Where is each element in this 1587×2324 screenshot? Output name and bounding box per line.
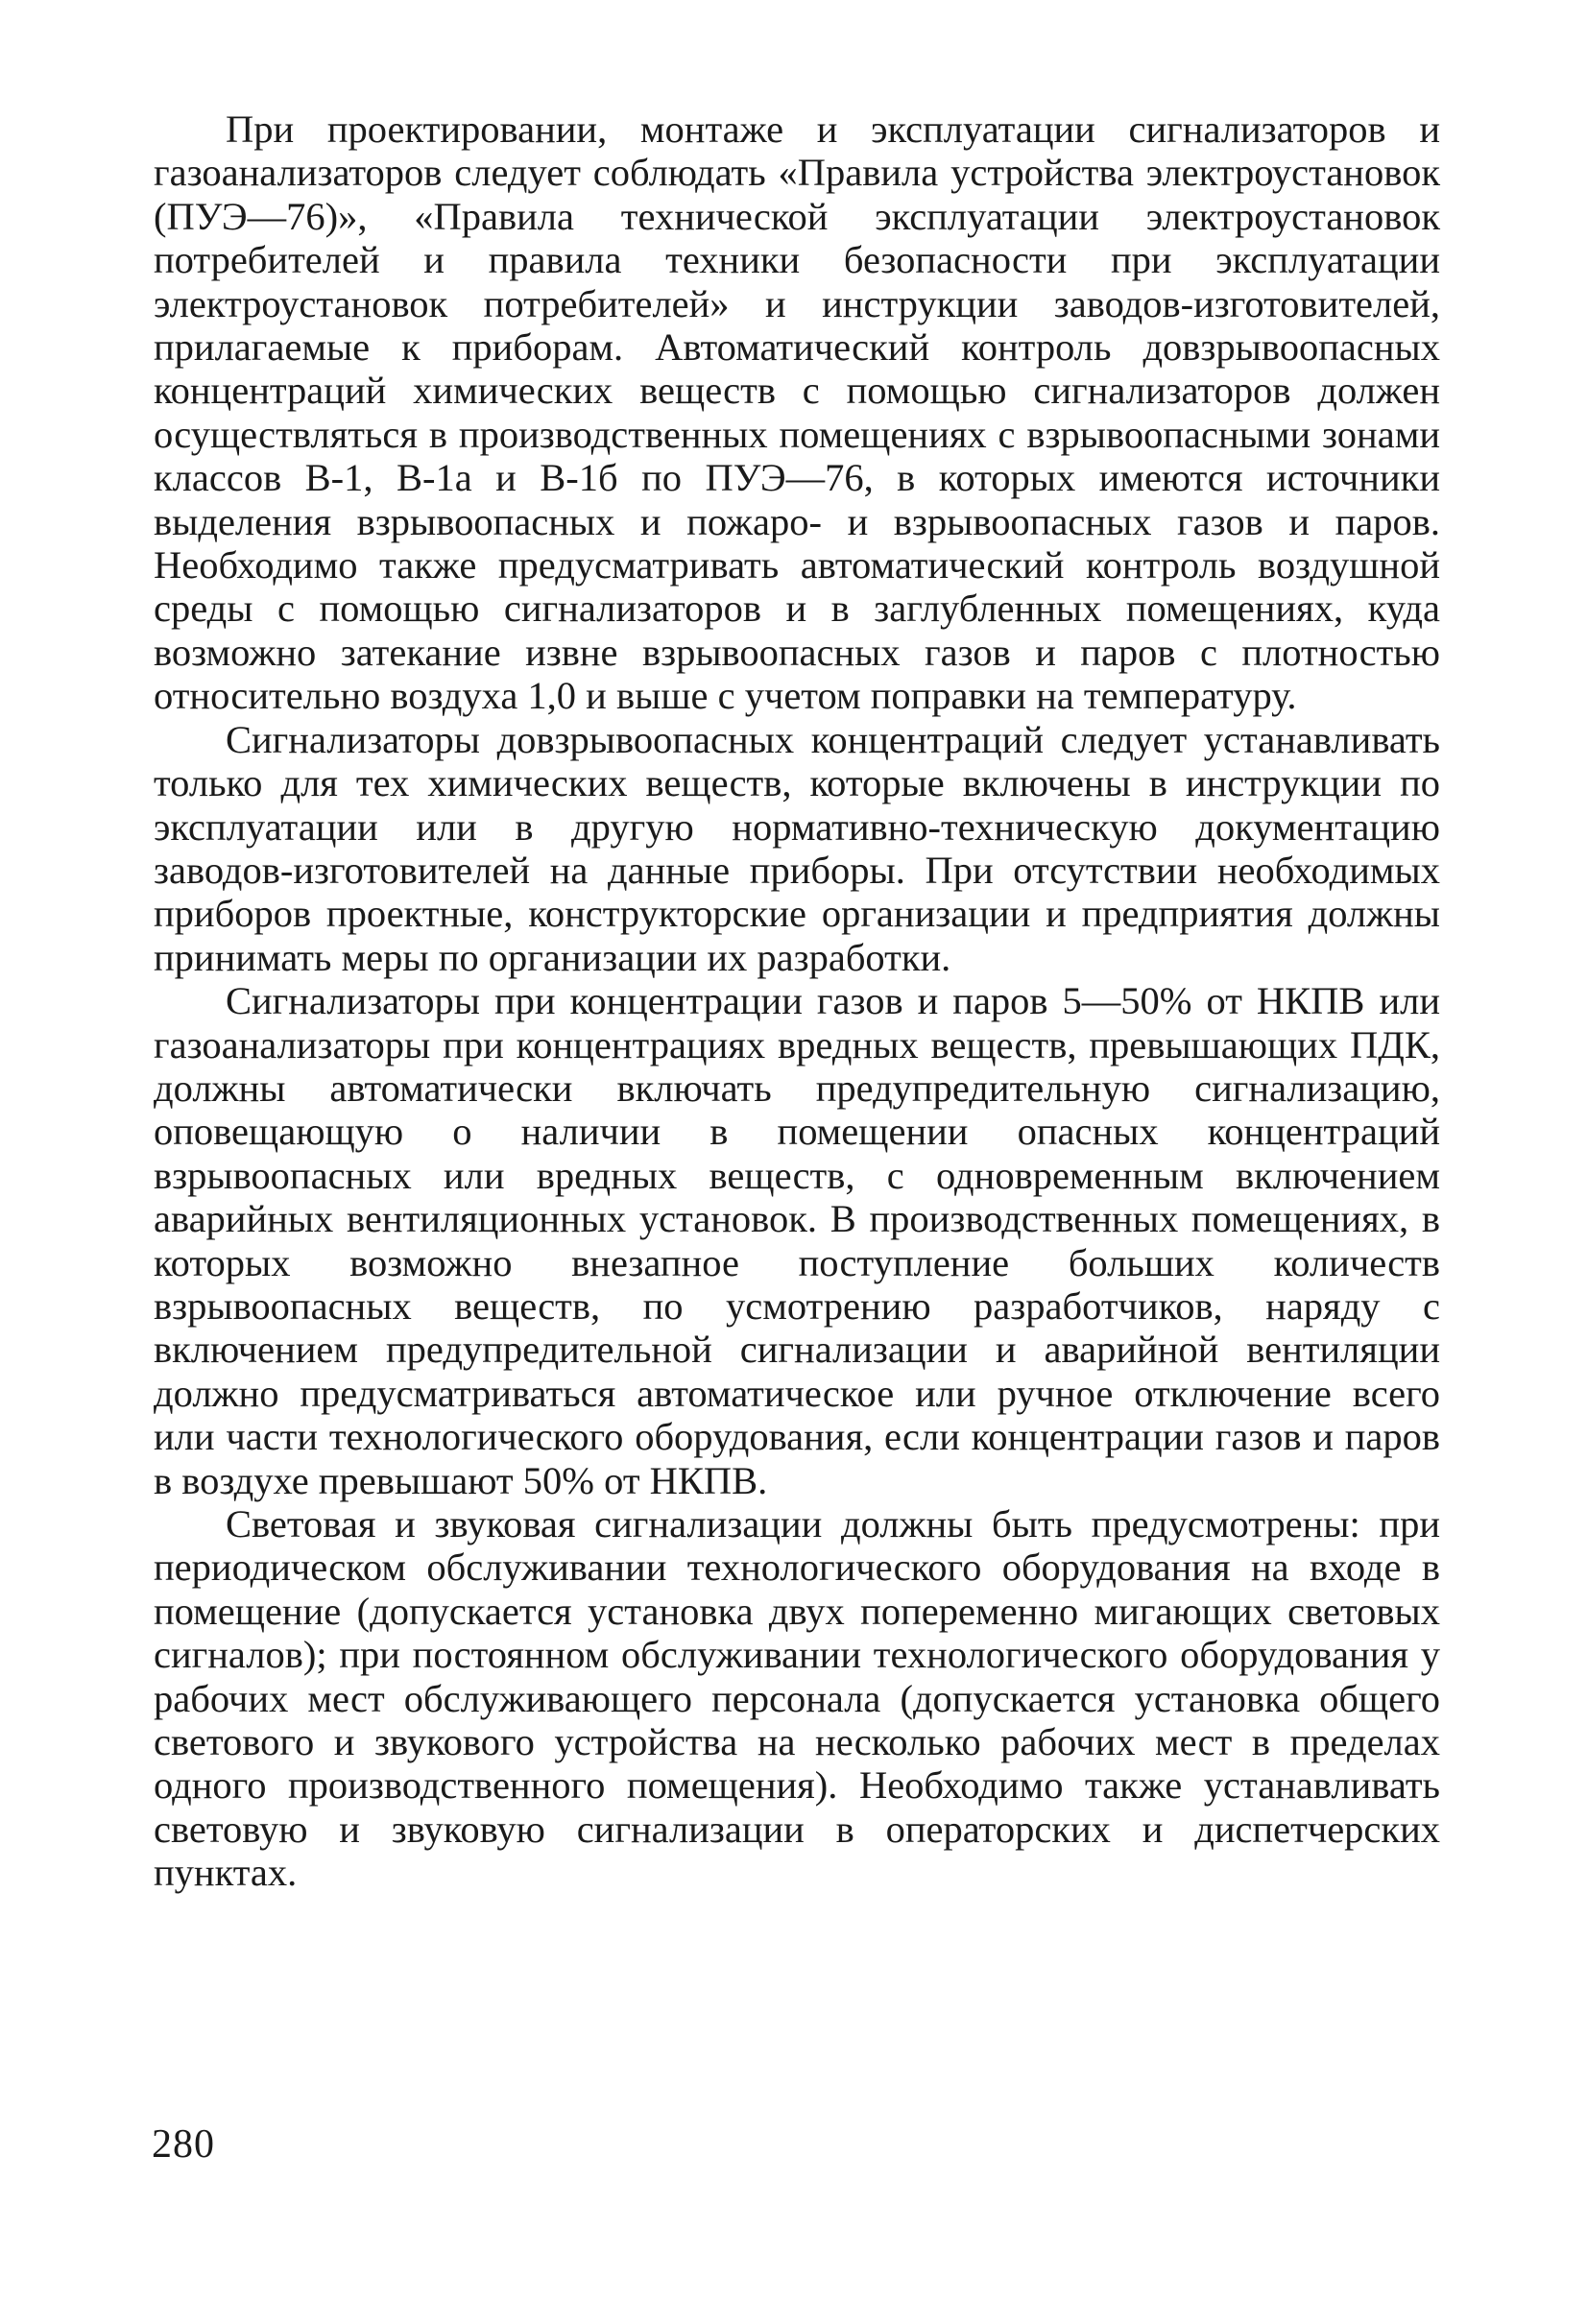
page-number: 280 xyxy=(152,2122,215,2167)
page-text-block xyxy=(154,108,1440,1895)
paragraph-1: При проектировании, монтаже и эксплуатации сигнализаторов и газоанализаторов следует соблюдать «Правила устройства электроустановок (ПУЭ—76)», «Правила технической эксплуатации электроустановок потребителей и правила техники безопасности при эксплуатации электроустановок потребителей» и инструкции заводов-изготовителей, прилагаемые к приборам. Автоматический контроль довзрывоопасных концентраций химических веществ с помощью сигнализаторов должен осуществляться в производственных помещениях с взрывоопасными зонами классов В-1, В-1а и В-1б по ПУЭ—76, в которых имеются источники выделения взрывоопасных и пожаро- и взрывоопасных газов и паров. Необходимо также предусматривать автоматический контроль воздушной среды с помощью сигнализаторов и в заглубленных помещениях, куда возможно затекание извне взрывоопасных газов и паров с плотностью относительно воздуха 1,0 и выше с учетом поправки на температуру. xyxy=(154,108,1440,718)
paragraph-2: Сигнализаторы довзрывоопасных концентраций следует устанавливать только для тех химических веществ, которые включены в инструкции по эксплуатации или в другую нормативно-техническую документацию заводов-изготовителей на данные приборы. При отсутствии необходимых приборов проектные, конструкторские организации и предприятия должны принимать меры по организации их разработки. xyxy=(154,717,1440,979)
paragraph-3: Сигнализаторы при концентрации газов и паров 5—50% от НКПВ или газоанализаторы при концентрациях вредных веществ, превышающих ПДК, должны автоматически включать предупредительную сигнализацию, оповещающую о наличии в помещении опасных концентраций взрывоопасных или вредных веществ, с одновременным включением аварийных вентиляционных установок. В производственных помещениях, в которых возможно внезапное поступление больших количеств взрывоопасных веществ, по усмотрению разработчиков, наряду с включением предупредительной сигнализации и аварийной вентиляции должно предусматриваться автоматическое или ручное отключение всего или части технологического оборудования, если концентрации газов и паров в воздухе превышают 50% от НКПВ. xyxy=(154,979,1440,1502)
paragraph-4: Световая и звуковая сигнализации должны быть предусмотрены: при периодическом обслуживании технологического оборудования на входе в помещение (допускается установка двух попеременно мигающих световых сигналов); при постоянном обслуживании технологического оборудования у рабочих мест обслуживающего персонала (допускается установка общего светового и звукового устройства на несколько рабочих мест в пределах одного производственного помещения). Необходимо также устанавливать световую и звуковую сигнализации в операторских и диспетчерских пунктах. xyxy=(154,1502,1440,1895)
